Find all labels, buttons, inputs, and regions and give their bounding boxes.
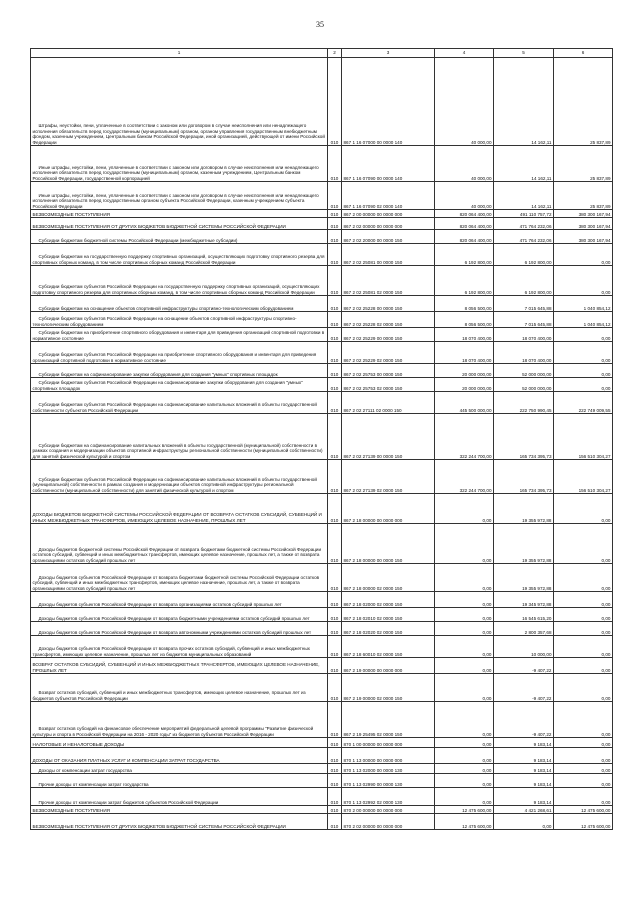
table-row bbox=[31, 218, 613, 230]
table-row bbox=[31, 266, 613, 296]
row-name: Возврат остатков субсидий на финансовое обеспечение мероприятий федеральной целевой программы "Развитие физической культуры и спорта в Российской Федерации на 2016 - 2020 годы" из бюджетов субъектов Российской Федерации bbox=[31, 702, 328, 738]
row-kbk: 867 2 18 00000 00 0000 000 bbox=[342, 494, 435, 524]
row-code: 010 bbox=[328, 764, 342, 774]
row-fact: 9 183,14 bbox=[494, 764, 554, 774]
row-plan: 0,00 bbox=[435, 592, 494, 608]
row-kbk: 870 1 13 02000 00 0000 130 bbox=[342, 764, 435, 774]
row-rest: 0,00 bbox=[554, 764, 613, 774]
row-rest: 222 749 009,55 bbox=[554, 392, 613, 414]
row-kbk: 870 1 00 00000 00 0000 000 bbox=[342, 738, 435, 748]
row-name: БЕЗВОЗМЕЗДНЫЕ ПОСТУПЛЕНИЯ ОТ ДРУГИХ БЮДЖЕТОВ БЮДЖЕТНОЙ СИСТЕМЫ РОССИЙСКОЙ ФЕДЕРАЦИИ bbox=[31, 218, 328, 230]
row-code: 010 bbox=[328, 244, 342, 266]
row-plan: 322 244 700,00 bbox=[435, 414, 494, 460]
row-fact: 18 070 400,00 bbox=[494, 328, 554, 342]
row-fact: 9 183,14 bbox=[494, 738, 554, 748]
row-name: ДОХОДЫ ОТ ОКАЗАНИЯ ПЛАТНЫХ УСЛУГ И КОМПЕНСАЦИИ ЗАТРАТ ГОСУДАРСТВА bbox=[31, 748, 328, 764]
row-rest: 0,00 bbox=[554, 658, 613, 674]
row-name: Субсидии бюджетам на оснащение объектов спортивной инфраструктуры спортивно-технологическим оборудованием bbox=[31, 296, 328, 312]
table-row bbox=[31, 788, 613, 806]
row-rest: 0,00 bbox=[554, 494, 613, 524]
row-name: ВОЗВРАТ ОСТАТКОВ СУБСИДИЙ, СУБВЕНЦИЙ И ИНЫХ МЕЖБЮДЖЕТНЫХ ТРАНСФЕРТОВ, ИМЕЮЩИХ ЦЕЛЕВОЕ НАЗНАЧЕНИЕ, ПРОШЛЫХ ЛЕТ bbox=[31, 658, 328, 674]
row-code: 010 bbox=[328, 182, 342, 210]
table-row bbox=[31, 658, 613, 674]
row-name: Субсидии бюджетам на приобретение спортивного оборудования и инвентаря для приведения организаций спортивной подготовки в нормативное состояние bbox=[31, 328, 328, 342]
row-code: 010 bbox=[328, 592, 342, 608]
row-name: Иные штрафы, неустойки, пени, уплаченные в соответствии с законом или договором в случае неисполнения или ненадлежащего исполнения обязательств перед государственным (муниципальным) органом, казенным учреждением, Центральным банком Российской Федерации, государственной корпорацией bbox=[31, 146, 328, 182]
row-fact: 2 800 357,68 bbox=[494, 622, 554, 636]
table-row bbox=[31, 636, 613, 658]
row-kbk: 867 1 16 07090 00 0000 140 bbox=[342, 146, 435, 182]
row-code: 010 bbox=[328, 146, 342, 182]
row-plan: 0,00 bbox=[435, 764, 494, 774]
row-code: 010 bbox=[328, 748, 342, 764]
row-fact: 0,00 bbox=[494, 814, 554, 830]
row-fact: 19 355 972,88 bbox=[494, 524, 554, 564]
row-code: 010 bbox=[328, 494, 342, 524]
row-name: Иные штрафы, неустойки, пени, уплаченные в соответствии с законом или договором в случае неисполнения или ненадлежащего исполнения обязательств перед государственным органом субъекта Российской Федерации, казенным учреждением субъекта Российской Федерации bbox=[31, 182, 328, 210]
row-plan: 0,00 bbox=[435, 636, 494, 658]
row-rest: 0,00 bbox=[554, 788, 613, 806]
row-code: 010 bbox=[328, 378, 342, 392]
row-plan: 40 000,00 bbox=[435, 58, 494, 146]
row-plan: 0,00 bbox=[435, 494, 494, 524]
row-plan: 6 192 800,00 bbox=[435, 266, 494, 296]
row-fact: 14 162,11 bbox=[494, 182, 554, 210]
table-row bbox=[31, 364, 613, 378]
row-code: 010 bbox=[328, 414, 342, 460]
row-name: Доходы бюджетов субъектов Российской Федерации от возврата бюджетными учреждениями остатков субсидий прошлых лет bbox=[31, 608, 328, 622]
row-kbk: 867 2 02 25081 00 0000 150 bbox=[342, 244, 435, 266]
column-header: 4 bbox=[435, 49, 494, 58]
row-rest: 0,00 bbox=[554, 674, 613, 702]
row-kbk: 867 2 19 25495 02 0000 150 bbox=[342, 702, 435, 738]
row-fact: 471 764 232,06 bbox=[494, 230, 554, 244]
row-kbk: 867 2 18 60010 02 0000 150 bbox=[342, 636, 435, 658]
row-plan: 20 000 000,00 bbox=[435, 378, 494, 392]
table-row bbox=[31, 764, 613, 774]
row-name: ДОХОДЫ БЮДЖЕТОВ БЮДЖЕТНОЙ СИСТЕМЫ РОССИЙСКОЙ ФЕДЕРАЦИИ ОТ ВОЗВРАТА ОСТАТКОВ СУБСИДИЙ, СУБВЕНЦИЙ И ИНЫХ МЕЖБЮДЖЕТНЫХ ТРАНСФЕРТОВ, ИМЕЮЩИХ ЦЕЛЕВОЕ НАЗНАЧЕНИЕ, ПРОШЛЫХ ЛЕТ bbox=[31, 494, 328, 524]
row-plan: 322 244 700,00 bbox=[435, 460, 494, 494]
row-fact: 19 355 972,88 bbox=[494, 494, 554, 524]
row-kbk: 870 1 13 02990 00 0000 130 bbox=[342, 774, 435, 788]
row-code: 010 bbox=[328, 738, 342, 748]
row-code: 010 bbox=[328, 658, 342, 674]
row-name: Штрафы, неустойки, пени, уплаченные в соответствии с законом или договором в случае неисполнения или ненадлежащего исполнения обязательств перед государственным (муниципальным) органом, органом управления государственным внебюджетным фондом, казенным учреждением, Центральным банком Российской Федерации, иной организацией, действующей от имени Российской Федерации bbox=[31, 58, 328, 146]
row-kbk: 867 2 18 02020 02 0000 150 bbox=[342, 622, 435, 636]
table-row bbox=[31, 622, 613, 636]
row-kbk: 867 2 02 27139 02 0000 150 bbox=[342, 460, 435, 494]
row-rest: 0,00 bbox=[554, 748, 613, 764]
table-body bbox=[31, 58, 613, 830]
row-code: 010 bbox=[328, 266, 342, 296]
row-name: Субсидии бюджетам субъектов Российской Федерации на оснащение объектов спортивной инфраструктуры спортивно-технологическим оборудованием bbox=[31, 312, 328, 328]
row-rest: 0,00 bbox=[554, 774, 613, 788]
row-name: БЕЗВОЗМЕЗДНЫЕ ПОСТУПЛЕНИЯ bbox=[31, 210, 328, 218]
table-row bbox=[31, 748, 613, 764]
column-header: 2 bbox=[328, 49, 342, 58]
row-rest: 25 837,89 bbox=[554, 182, 613, 210]
row-kbk: 867 1 16 07090 02 0000 140 bbox=[342, 182, 435, 210]
row-code: 010 bbox=[328, 702, 342, 738]
row-name: Субсидии бюджетам субъектов Российской Федерации на софинансирование капитальных вложений в объекты государственной (муниципальной) собственности в рамках создания и модернизации объектов спортивной инфраструктуры региональной собственности (муниципальной собственности) для занятий физической культурой и спортом bbox=[31, 460, 328, 494]
row-kbk: 867 2 19 00000 02 0000 150 bbox=[342, 674, 435, 702]
row-plan: 0,00 bbox=[435, 524, 494, 564]
row-plan: 445 500 000,00 bbox=[435, 392, 494, 414]
row-name: Субсидии бюджетам субъектов Российской Федерации на государственную поддержку спортивных организаций, осуществляющих подготовку спортивного резерва для спортивных сборных команд, в том числе спортивных сборных команд Российской Федерации bbox=[31, 266, 328, 296]
row-code: 010 bbox=[328, 364, 342, 378]
row-name: Доходы бюджетов субъектов Российской Федерации от возврата прочих остатков субсидий, субвенций и иных межбюджетных трансфертов, имеющих целевое назначение, прошлых лет из бюджетов муниципальных образований bbox=[31, 636, 328, 658]
row-plan: 20 000 000,00 bbox=[435, 364, 494, 378]
table-row bbox=[31, 378, 613, 392]
row-rest: 156 510 304,27 bbox=[554, 460, 613, 494]
row-rest: 0,00 bbox=[554, 592, 613, 608]
row-plan: 820 064 400,00 bbox=[435, 218, 494, 230]
row-kbk: 867 1 16 07000 00 0000 140 bbox=[342, 58, 435, 146]
table-row bbox=[31, 230, 613, 244]
row-fact: 165 734 395,73 bbox=[494, 460, 554, 494]
row-name: НАЛОГОВЫЕ И НЕНАЛОГОВЫЕ ДОХОДЫ bbox=[31, 738, 328, 748]
row-plan: 820 064 400,00 bbox=[435, 210, 494, 218]
row-code: 010 bbox=[328, 564, 342, 592]
table-row bbox=[31, 414, 613, 460]
row-plan: 18 070 400,00 bbox=[435, 342, 494, 364]
row-plan: 0,00 bbox=[435, 738, 494, 748]
table-row bbox=[31, 312, 613, 328]
column-header: 5 bbox=[494, 49, 554, 58]
row-kbk: 867 2 18 00000 00 0000 150 bbox=[342, 524, 435, 564]
row-code: 010 bbox=[328, 806, 342, 814]
column-header: 6 bbox=[554, 49, 613, 58]
row-rest: 12 475 600,00 bbox=[554, 814, 613, 830]
row-name: Субсидии бюджетам бюджетной системы Российской Федерации (межбюджетные субсидии) bbox=[31, 230, 328, 244]
row-code: 010 bbox=[328, 460, 342, 494]
row-rest: 0,00 bbox=[554, 738, 613, 748]
table-row bbox=[31, 524, 613, 564]
row-rest: 0,00 bbox=[554, 342, 613, 364]
row-plan: 0,00 bbox=[435, 622, 494, 636]
row-code: 010 bbox=[328, 608, 342, 622]
row-fact: 491 110 757,72 bbox=[494, 210, 554, 218]
table-row bbox=[31, 702, 613, 738]
row-name: Субсидии бюджетам субъектов Российской Федерации на софинансирование капитальных вложений в объекты государственной собственности субъектов Российской Федерации bbox=[31, 392, 328, 414]
table-row bbox=[31, 210, 613, 218]
table-header-row bbox=[31, 49, 613, 58]
row-name: Доходы от компенсации затрат государства bbox=[31, 764, 328, 774]
row-fact: 9 183,14 bbox=[494, 774, 554, 788]
row-name: Доходы бюджетов субъектов Российской Федерации от возврата организациями остатков субсидий прошлых лет bbox=[31, 592, 328, 608]
row-rest: 0,00 bbox=[554, 378, 613, 392]
row-name: Субсидии бюджетам субъектов Российской Федерации на приобретение спортивного оборудования и инвентаря для приведения организаций спортивной подготовки в нормативное состояние bbox=[31, 342, 328, 364]
row-fact: 7 015 645,88 bbox=[494, 296, 554, 312]
row-fact: 19 345 972,88 bbox=[494, 592, 554, 608]
row-name: Доходы бюджетов субъектов Российской Федерации от возврата автономными учреждениями остатков субсидий прошлых лет bbox=[31, 622, 328, 636]
row-name: БЕЗВОЗМЕЗДНЫЕ ПОСТУПЛЕНИЯ bbox=[31, 806, 328, 814]
row-rest: 0,00 bbox=[554, 524, 613, 564]
row-fact: 14 162,11 bbox=[494, 146, 554, 182]
table-row bbox=[31, 146, 613, 182]
row-kbk: 867 2 02 25228 00 0000 150 bbox=[342, 296, 435, 312]
row-fact: 165 734 395,73 bbox=[494, 414, 554, 460]
table-row bbox=[31, 774, 613, 788]
row-name: Субсидии бюджетам на софинансирование капитальных вложений в объекты государственной (муниципальной) собственности в рамках создания и модернизации объектов спортивной инфраструктуры региональной собственности (муниципальной собственности) для занятий физической культурой и спортом bbox=[31, 414, 328, 460]
row-fact: 7 015 645,88 bbox=[494, 312, 554, 328]
row-kbk: 867 2 19 00000 00 0000 000 bbox=[342, 658, 435, 674]
row-plan: 0,00 bbox=[435, 702, 494, 738]
row-rest: 0,00 bbox=[554, 244, 613, 266]
row-code: 010 bbox=[328, 788, 342, 806]
row-plan: 8 056 500,00 bbox=[435, 296, 494, 312]
table-row bbox=[31, 182, 613, 210]
row-rest: 1 040 854,12 bbox=[554, 312, 613, 328]
table-row bbox=[31, 806, 613, 814]
row-fact: -9 407,22 bbox=[494, 702, 554, 738]
budget-income-table bbox=[30, 48, 613, 830]
row-rest: 25 837,89 bbox=[554, 146, 613, 182]
row-rest: 1 040 854,12 bbox=[554, 296, 613, 312]
row-code: 010 bbox=[328, 674, 342, 702]
row-rest: 0,00 bbox=[554, 266, 613, 296]
row-plan: 6 192 800,00 bbox=[435, 244, 494, 266]
row-kbk: 870 1 13 00000 00 0000 000 bbox=[342, 748, 435, 764]
row-fact: 6 192 800,00 bbox=[494, 266, 554, 296]
table-row bbox=[31, 328, 613, 342]
row-plan: 0,00 bbox=[435, 774, 494, 788]
row-rest: 0,00 bbox=[554, 608, 613, 622]
column-header: 1 bbox=[31, 49, 328, 58]
row-rest: 156 510 304,27 bbox=[554, 414, 613, 460]
row-name: Возврат остатков субсидий, субвенций и иных межбюджетных трансфертов, имеющих целевое назначение, прошлых лет из бюджетов субъектов Российской Федерации bbox=[31, 674, 328, 702]
row-kbk: 870 1 13 02992 02 0000 130 bbox=[342, 788, 435, 806]
row-code: 010 bbox=[328, 636, 342, 658]
row-fact: 14 162,11 bbox=[494, 58, 554, 146]
row-fact: 10 000,00 bbox=[494, 636, 554, 658]
row-code: 010 bbox=[328, 296, 342, 312]
row-name: Субсидии бюджетам на государственную поддержку спортивных организаций, осуществляющих подготовку спортивного резерва для спортивных сборных команд, в том числе спортивных сборных команд Российской Федерации bbox=[31, 244, 328, 266]
row-fact: 52 000 000,00 bbox=[494, 378, 554, 392]
table-row bbox=[31, 738, 613, 748]
row-rest: 0,00 bbox=[554, 328, 613, 342]
row-code: 010 bbox=[328, 210, 342, 218]
table-row bbox=[31, 674, 613, 702]
row-plan: 40 000,00 bbox=[435, 182, 494, 210]
row-kbk: 867 2 02 25753 00 0000 150 bbox=[342, 364, 435, 378]
row-code: 010 bbox=[328, 774, 342, 788]
row-kbk: 867 2 02 27139 00 0000 150 bbox=[342, 414, 435, 460]
column-header: 3 bbox=[342, 49, 435, 58]
row-name: Субсидии бюджетам на софинансирование закупки оборудования для создания "умных" спортивных площадок bbox=[31, 364, 328, 378]
row-fact: 16 545 615,20 bbox=[494, 608, 554, 622]
row-plan: 8 056 500,00 bbox=[435, 312, 494, 328]
table-row bbox=[31, 608, 613, 622]
row-fact: 222 750 990,45 bbox=[494, 392, 554, 414]
table-row bbox=[31, 244, 613, 266]
table-row bbox=[31, 296, 613, 312]
row-name: БЕЗВОЗМЕЗДНЫЕ ПОСТУПЛЕНИЯ ОТ ДРУГИХ БЮДЖЕТОВ БЮДЖЕТНОЙ СИСТЕМЫ РОССИЙСКОЙ ФЕДЕРАЦИИ bbox=[31, 814, 328, 830]
row-plan: 0,00 bbox=[435, 788, 494, 806]
row-plan: 0,00 bbox=[435, 608, 494, 622]
row-name: Прочие доходы от компенсации затрат государства bbox=[31, 774, 328, 788]
table-row bbox=[31, 592, 613, 608]
row-fact: 6 192 800,00 bbox=[494, 244, 554, 266]
row-name: Прочие доходы от компенсации затрат бюджетов субъектов Российской Федерации bbox=[31, 788, 328, 806]
row-fact: 18 070 400,00 bbox=[494, 342, 554, 364]
row-kbk: 867 2 02 25229 00 0000 150 bbox=[342, 328, 435, 342]
row-code: 010 bbox=[328, 622, 342, 636]
row-plan: 0,00 bbox=[435, 748, 494, 764]
row-code: 010 bbox=[328, 392, 342, 414]
row-fact: -9 407,22 bbox=[494, 658, 554, 674]
row-plan: 12 475 600,00 bbox=[435, 806, 494, 814]
row-kbk: 870 2 00 00000 00 0000 000 bbox=[342, 806, 435, 814]
page-number: 35 bbox=[316, 20, 324, 29]
row-fact: 9 183,14 bbox=[494, 788, 554, 806]
row-plan: 40 000,00 bbox=[435, 146, 494, 182]
table-row bbox=[31, 460, 613, 494]
row-code: 010 bbox=[328, 328, 342, 342]
row-plan: 18 070 400,00 bbox=[435, 328, 494, 342]
row-rest: 0,00 bbox=[554, 364, 613, 378]
row-kbk: 870 2 02 00000 00 0000 000 bbox=[342, 814, 435, 830]
row-rest: 0,00 bbox=[554, 564, 613, 592]
row-name: Доходы бюджетов субъектов Российской Федерации от возврата бюджетами бюджетной системы Российской Федерации остатков субсидий, субвенций и иных межбюджетных трансфертов, имеющих целевое назначение, прошлых лет, а также от возврата организациями остатков субсидий прошлых лет bbox=[31, 564, 328, 592]
row-code: 010 bbox=[328, 814, 342, 830]
row-code: 010 bbox=[328, 58, 342, 146]
row-code: 010 bbox=[328, 524, 342, 564]
row-rest: 0,00 bbox=[554, 702, 613, 738]
row-fact: 52 000 000,00 bbox=[494, 364, 554, 378]
row-fact: 9 183,14 bbox=[494, 748, 554, 764]
row-kbk: 867 2 02 00000 00 0000 000 bbox=[342, 218, 435, 230]
table-row bbox=[31, 494, 613, 524]
row-code: 010 bbox=[328, 230, 342, 244]
row-rest: 12 475 600,00 bbox=[554, 806, 613, 814]
row-kbk: 867 2 18 02010 02 0000 150 bbox=[342, 608, 435, 622]
table-row bbox=[31, 392, 613, 414]
row-plan: 12 475 600,00 bbox=[435, 814, 494, 830]
row-rest: 380 300 167,94 bbox=[554, 210, 613, 218]
row-fact: 19 355 972,88 bbox=[494, 564, 554, 592]
row-kbk: 867 2 02 27111 02 0000 150 bbox=[342, 392, 435, 414]
row-fact: 471 764 232,06 bbox=[494, 218, 554, 230]
row-rest: 0,00 bbox=[554, 636, 613, 658]
row-kbk: 867 2 02 20000 00 0000 150 bbox=[342, 230, 435, 244]
row-rest: 380 300 167,94 bbox=[554, 218, 613, 230]
table-row bbox=[31, 58, 613, 146]
row-fact: -9 407,22 bbox=[494, 674, 554, 702]
row-rest: 380 300 167,94 bbox=[554, 230, 613, 244]
row-plan: 0,00 bbox=[435, 674, 494, 702]
row-plan: 0,00 bbox=[435, 564, 494, 592]
row-kbk: 867 2 02 25753 02 0000 150 bbox=[342, 378, 435, 392]
row-name: Доходы бюджетов бюджетной системы Российской Федерации от возврата бюджетами бюджетной системы Российской Федерации остатков субсидий, субвенций и иных межбюджетных трансфертов, имеющих целевое назначение, прошлых лет, а также от возврата организациями остатков субсидий прошлых лет bbox=[31, 524, 328, 564]
row-kbk: 867 2 00 00000 00 0000 000 bbox=[342, 210, 435, 218]
row-kbk: 867 2 18 02000 02 0000 150 bbox=[342, 592, 435, 608]
row-code: 010 bbox=[328, 312, 342, 328]
table-row bbox=[31, 342, 613, 364]
table-row bbox=[31, 814, 613, 830]
row-plan: 0,00 bbox=[435, 658, 494, 674]
row-rest: 25 837,89 bbox=[554, 58, 613, 146]
row-rest: 0,00 bbox=[554, 622, 613, 636]
row-code: 010 bbox=[328, 218, 342, 230]
row-code: 010 bbox=[328, 342, 342, 364]
row-kbk: 867 2 02 25081 02 0000 150 bbox=[342, 266, 435, 296]
row-fact: 4 421 268,61 bbox=[494, 806, 554, 814]
row-name: Субсидии бюджетам субъектов Российской Федерации на софинансирование закупки оборудования для создания "умных" спортивных площадок bbox=[31, 378, 328, 392]
table-row bbox=[31, 564, 613, 592]
row-plan: 820 064 400,00 bbox=[435, 230, 494, 244]
row-kbk: 867 2 02 25228 02 0000 150 bbox=[342, 312, 435, 328]
row-kbk: 867 2 18 00000 02 0000 150 bbox=[342, 564, 435, 592]
row-kbk: 867 2 02 25229 02 0000 150 bbox=[342, 342, 435, 364]
